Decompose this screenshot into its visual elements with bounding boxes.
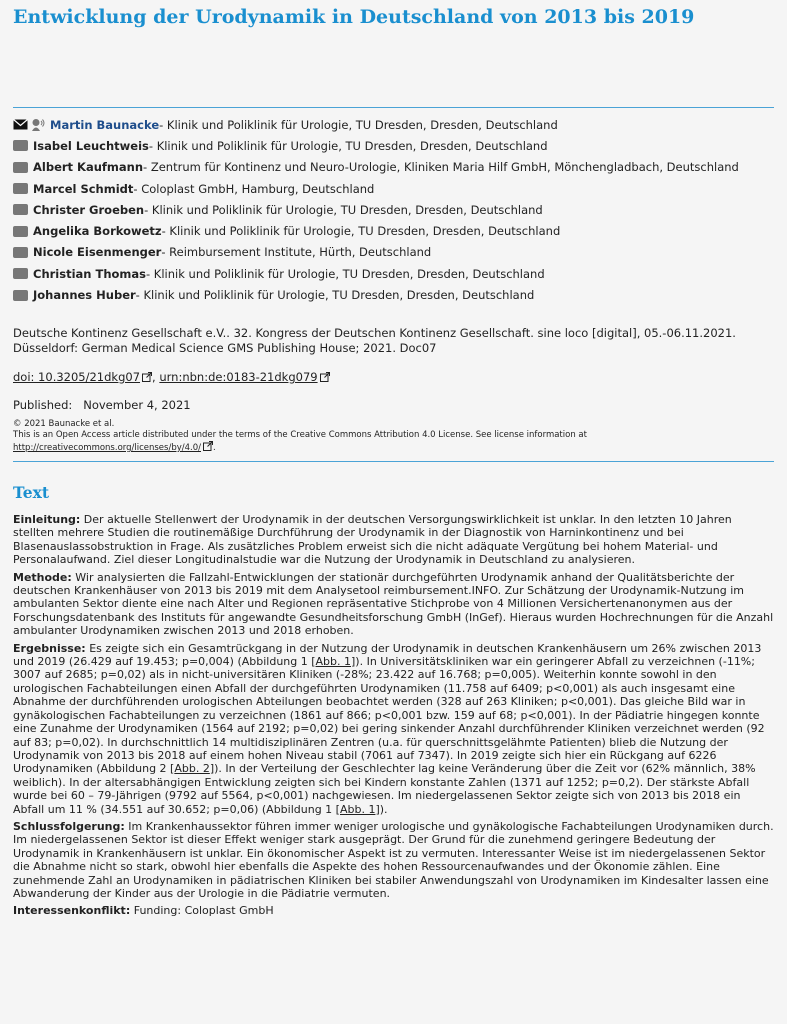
- published-label: Published:: [13, 398, 73, 412]
- speaker-icon: [31, 118, 45, 131]
- doi-link[interactable]: doi: 10.3205/21dkg07: [13, 370, 141, 384]
- abstract-body: [13, 513, 774, 922]
- author-square-icon: [13, 247, 28, 258]
- section-heading: Text: [13, 483, 50, 502]
- author-row: [13, 263, 774, 284]
- divider: [13, 107, 774, 108]
- author-square-icon: [13, 162, 28, 173]
- paragraph-label: Schlussfolgerung:: [13, 819, 125, 833]
- author-affiliation: - Klinik und Poliklinik für Urologie, TU Dresden, Dresden, Deutschland: [144, 202, 543, 217]
- author-list: [13, 114, 774, 306]
- citation-line: Düsseldorf: German Medical Science GMS Publishing House; 2021. Doc07: [13, 341, 437, 355]
- published-date: November 4, 2021: [83, 398, 191, 412]
- paragraph-label: Interessenkonflikt:: [13, 904, 131, 918]
- license-end: .: [213, 443, 216, 453]
- author-affiliation: - Klinik und Poliklinik für Urologie, TU Dresden, Dresden, Deutschland: [146, 266, 545, 281]
- paragraph-ergebnisse: [13, 642, 774, 816]
- paragraph-text: Es zeigte sich ein Gesamtrückgang in der Nutzung der Urodynamik in deutschen Krankenhäusern um 26% zwischen 2013 und 2019 (26.429 auf 19.453; p=0,004) (Abbildung 1 [: [13, 641, 762, 669]
- author-row: [13, 157, 774, 178]
- external-link-icon: [203, 441, 213, 451]
- author-name: Nicole Eisenmenger: [33, 245, 162, 260]
- urn-link[interactable]: urn:nbn:de:0183-21dkg079: [159, 370, 318, 384]
- author-row: [13, 178, 774, 199]
- paragraph-text: Der aktuelle Stellenwert der Urodynamik in der deutschen Versorgungswirklichkeit ist unklar. In den letzten 10 Jahren stellten mehrere Studien die routinemäßige Durchführung der Urodynamik in der Diagnostik von Harninkontinenz und bei Blasenauslassobstruktion in Frage. Als zusätzliches Problem erweist sich die nicht adäquate Vergütung bei hohem Material- und Personalaufwand. Ziel dieser Longitudinalstudie war die Nutzung der Urodynamik in Deutschland zu analysieren.: [13, 513, 732, 567]
- paragraph-text: Funding: Coloplast GmbH: [130, 904, 274, 918]
- figure-1-link[interactable]: Abb. 1: [315, 655, 352, 669]
- author-name-link[interactable]: Martin Baunacke: [50, 117, 160, 132]
- license-link[interactable]: http://creativecommons.org/licenses/by/4.0/: [13, 443, 202, 453]
- author-affiliation: - Klinik und Poliklinik für Urologie, TU Dresden, Dresden, Deutschland: [161, 224, 561, 239]
- citation: [13, 326, 774, 356]
- paragraph-text: ]). In der Verteilung der Geschlechter lag keine Veränderung über die Zeit vor (62% männlich, 38% weiblich). In der altersabhängigen Entwicklung zeigten sich bei Kindern konstante Zahlen (1371 auf 1252; p=0,2). Der stärkste Abfall wurde bei 60 – 79-Jährigen (9792 auf 5564, p<0,001) nachgewiesen. Im niedergelassenen Sektor zeigte sich von 2013 bis 2018 ein Abfall um 11 % (34.551 auf 30.652; p=0,06) (Abbildung 1 [: [13, 762, 756, 816]
- external-link-icon: [320, 372, 330, 382]
- author-name: Christian Thomas: [33, 266, 146, 281]
- author-row: [13, 135, 774, 156]
- author-square-icon: [13, 268, 28, 279]
- author-row: [13, 114, 774, 135]
- paragraph-einleitung: [13, 513, 774, 567]
- author-row: [13, 284, 774, 305]
- author-row: [13, 242, 774, 263]
- paragraph-interessenkonflikt: [13, 904, 774, 917]
- paragraph-text: ]).: [375, 802, 388, 816]
- author-row: [13, 220, 774, 241]
- author-square-icon: [13, 183, 28, 194]
- author-square-icon: [13, 290, 28, 301]
- author-name: Albert Kaufmann: [33, 160, 144, 175]
- license-text: This is an Open Access article distributed under the terms of the Creative Commons Attribution 4.0 License. See license information at: [13, 430, 587, 440]
- paragraph-text: Wir analysierten die Fallzahl-Entwicklungen der stationär durchgeführten Urodynamik anhand der Qualitätsberichte der deutschen Krankenhäuser von 2013 bis 2019 mit dem Analysetool reimbursement.INFO. Zur Schätzung der Urodynamik-Nutzung im ambulanten Sektor diente eine nach Alter und Regionen repräsentative Stichprobe von 4 Millionen Versichertenanonymen aus der Forschungsdatenbank des Instituts für angewandte Gesundheitsforschung GmbH (InGef). Hieraus wurden Hochrechnungen für die Anzahl ambulanter Urodynamiken zwischen 2013 und 2018 erhoben.: [13, 570, 774, 638]
- envelope-icon[interactable]: [13, 119, 28, 130]
- page-title: Entwicklung der Urodynamik in Deutschland von 2013 bis 2019: [13, 6, 695, 28]
- figure-2-link[interactable]: Abb. 2: [174, 762, 210, 776]
- paragraph-text: Im Krankenhaussektor führen immer weniger urologische und gynäkologische Fachabteilungen Urodynamiken durch. Im niedergelassenen Sektor ist dieser Effekt weniger stark ausgeprägt. Der Grund für die zunehmend geringere Bedeutung der Urodynamik in Krankenhäusern ist unklar. Ein ökonomischer Aspekt ist zu vermuten. Interessanter Weise ist im niedergelassenen Sektor die Abnahme nicht so stark, obwohl hier ebenfalls die Aspekte des hohen Ressourcenaufwandes und der Ökonomie zählen. Eine zunehmende Zahl an Urodynamiken in pädiatrischen Kliniken bei stabiler Anwendungszahl von Urodynamiken im Kindesalter lassen eine Abwanderung der Kinder aus der Urologie in die Pädiatrie vermuten.: [13, 819, 774, 900]
- author-affiliation: - Zentrum für Kontinenz und Neuro-Urologie, Kliniken Maria Hilf GmbH, Mönchengladbach, Deutschland: [143, 160, 739, 175]
- paragraph-label: Ergebnisse:: [13, 641, 86, 655]
- figure-1-link[interactable]: Abb. 1: [339, 802, 376, 816]
- author-affiliation: - Klinik und Poliklinik für Urologie, TU Dresden, Dresden, Deutschland: [135, 288, 535, 303]
- paragraph-text: ]). In Universitätskliniken war ein geringerer Abfall zu verzeichnen (-11%; 3007 auf 2685; p=0,02) als in nicht-universitären Kliniken (-28%; 23.422 auf 16.768; p=0,005). Weiterhin konnte sowohl in den urologischen Fachabteilungen einen Abfall der durchgeführten Urodynamiken (11.758 auf 6409; p<0,001) als auch insgesamt eine Abnahme der durchführenden urologischen Abteilungen beobachtet werden (328 auf 263 Kliniken; p<0,001). Das gleiche Bild war in gynäkologischen Fachabteilungen zu verzeichnen (1861 auf 866; p<0,001 bzw. 159 auf 68; p<0,001). In der Pädiatrie hingegen konnte eine Zunahme der Urodynamiken (1564 auf 2192; p=0,02) bei gering sinkender Anzahl durchführender Kliniken verzeichnet werden (92 auf 83; p=0,02). In durchschnittlich 14 multidisziplinären Zentren (u.a. für querschnittsgelähmte Patienten) blieb die Nutzung der Urodynamik von 2013 bis 2018 auf einem hohen Niveau stabil (7061 auf 7347). In 2019 zeigte sich hier ein Rückgang auf 6226 Urodynamiken (Abbildung 2 [: [13, 655, 765, 776]
- author-name: Johannes Huber: [33, 288, 136, 303]
- divider: [13, 461, 774, 462]
- author-name: Marcel Schmidt: [33, 181, 134, 196]
- paragraph-label: Einleitung:: [13, 513, 81, 526]
- paragraph-schlussfolgerung: [13, 820, 774, 900]
- published-info: [13, 398, 191, 412]
- author-affiliation: - Reimbursement Institute, Hürth, Deutschland: [161, 245, 432, 260]
- author-square-icon: [13, 140, 28, 151]
- author-name: Angelika Borkowetz: [33, 224, 162, 239]
- license-info: [13, 419, 774, 454]
- identifier-links: doi: 10.3205/21dkg07 , urn:nbn:de:0183-21dkg079: [13, 370, 330, 384]
- author-affiliation: - Klinik und Poliklinik für Urologie, TU Dresden, Dresden, Deutschland: [159, 117, 558, 132]
- author-affiliation: - Coloplast GmbH, Hamburg, Deutschland: [133, 181, 375, 196]
- paragraph-methode: [13, 571, 774, 638]
- author-square-icon: [13, 204, 28, 215]
- copyright-text: © 2021 Baunacke et al.: [13, 419, 115, 429]
- author-row: [13, 199, 774, 220]
- author-affiliation: - Klinik und Poliklinik für Urologie, TU Dresden, Dresden, Deutschland: [148, 138, 548, 153]
- author-square-icon: [13, 226, 28, 237]
- author-name: Isabel Leuchtweis: [33, 138, 149, 153]
- citation-line: Deutsche Kontinenz Gesellschaft e.V.. 32. Kongress der Deutschen Kontinenz Gesellschaft. sine loco [digital], 05.-06.11.2021.: [13, 326, 736, 340]
- external-link-icon: [142, 372, 152, 382]
- author-name: Christer Groeben: [33, 202, 145, 217]
- paragraph-label: Methode:: [13, 570, 72, 584]
